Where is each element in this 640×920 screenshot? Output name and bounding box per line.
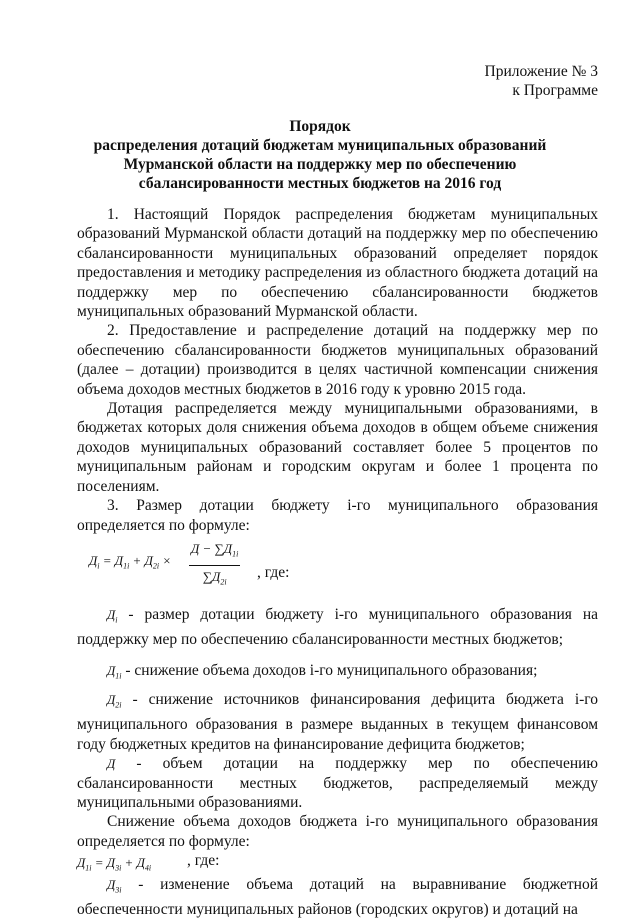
definition-1: $Д_i$ - размер дотации бюджету i-го муниципального образования на поддержку мер по обеспечению сбалансированности местных бюджетов; — [77, 605, 599, 648]
definition-1-text: - размер дотации бюджету i-го муниципального образования на поддержку мер по обеспечению сбалансированности местных бюджетов; — [77, 605, 599, 648]
title-line-1: Порядок — [289, 118, 351, 135]
definition-2: $Д_{1i}$ - снижение объема доходов i-го муниципального образования; — [107, 662, 538, 681]
paragraph-2: 2. Предоставление и распределение дотаций на поддержку мер по обеспечению сбалансированности бюджетов муниципальных образований (далее – дотации) производится в целях частичной компенсации снижения объема доходов местных бюджетов в 2016 году к уровню 2015 года. — [77, 322, 598, 398]
title-line-3: Мурманской области на поддержку мер по обеспечению — [123, 156, 517, 173]
paragraph-3: Дотация распределяется между муниципальными образованиями, в бюджетах которых доля снижения объема доходов в общем объеме снижения доходов муниципальных образований составляет более 5 процентов по муниципальным районам и городским округам и более 1 процента по поселениям. — [77, 400, 598, 495]
formula-where-2: , где: — [187, 852, 220, 870]
paragraph-4: 3. Размер дотации бюджету i-го муниципального образования определяется по формуле: — [77, 497, 598, 534]
annex-program: к Программе — [512, 82, 598, 99]
definition-5-text: - изменение объема дотаций на выравнивание бюджетной обеспеченности муниципальных районов (городских округов) и дотаций на — [77, 876, 598, 919]
paragraph-5: Снижение объема доходов бюджета i-го муниципального образования определяется по формуле: — [77, 813, 598, 850]
document-title — [90, 117, 550, 193]
annex-number: Приложение № 3 — [484, 63, 598, 80]
definition-4-text: - объем дотации на поддержку мер по обеспечению сбалансированности местных бюджетов, распределяемый между муниципальными образованиями. — [77, 755, 599, 811]
definition-3: $Д_{2i}$ - снижение источников финансирования дефицита бюджета i-го муниципального образования в размере выданных в текущем финансовом году бюджетных кредитов на финансирование дефицита бюджетов; — [77, 691, 599, 753]
title-line-4: сбалансированности местных бюджетов на 2016 год — [138, 175, 502, 192]
formula-main: $Д_i = Д_{1i} + Д_{2i}$ × $Д - \sum Д_{1i}$ $\sum Д_{2i}$ , где: — [89, 540, 290, 587]
definition-3-text: - снижение источников финансирования дефицита бюджета i-го муниципального образования в размере выданных в текущем финансовом году бюджетных кредитов на финансирование дефицита бюджетов; — [77, 691, 599, 753]
annex-header — [485, 62, 598, 100]
formula-secondary: $Д_{1i} = Д_{3i} + Д_{4i}$ , где: — [77, 852, 220, 873]
formula-where: , где: — [257, 563, 290, 581]
definition-4: Д - объем дотации на поддержку мер по обеспечению сбалансированности местных бюджетов, распределяемый между муниципальными образованиями. — [77, 755, 599, 811]
definition-2-text: - снижение объема доходов i-го муниципального образования; — [125, 662, 538, 680]
paragraph-1: 1. Настоящий Порядок распределения бюджетам муниципальных образований Мурманской области дотаций на поддержку мер по обеспечению сбалансированности муниципальных образований определяет порядок предоставления и методику распределения из областного бюджета дотаций на поддержку мер по обеспечению сбалансированности бюджетов муниципальных образований Мурманской области. — [77, 206, 598, 321]
title-line-2: распределения дотаций бюджетам муниципальных образований — [93, 137, 547, 154]
document-body — [77, 205, 598, 920]
definition-5: $Д_{3i}$ - изменение объема дотаций на выравнивание бюджетной обеспеченности муниципальных районов (городских округов) и дотаций на — [77, 876, 598, 919]
